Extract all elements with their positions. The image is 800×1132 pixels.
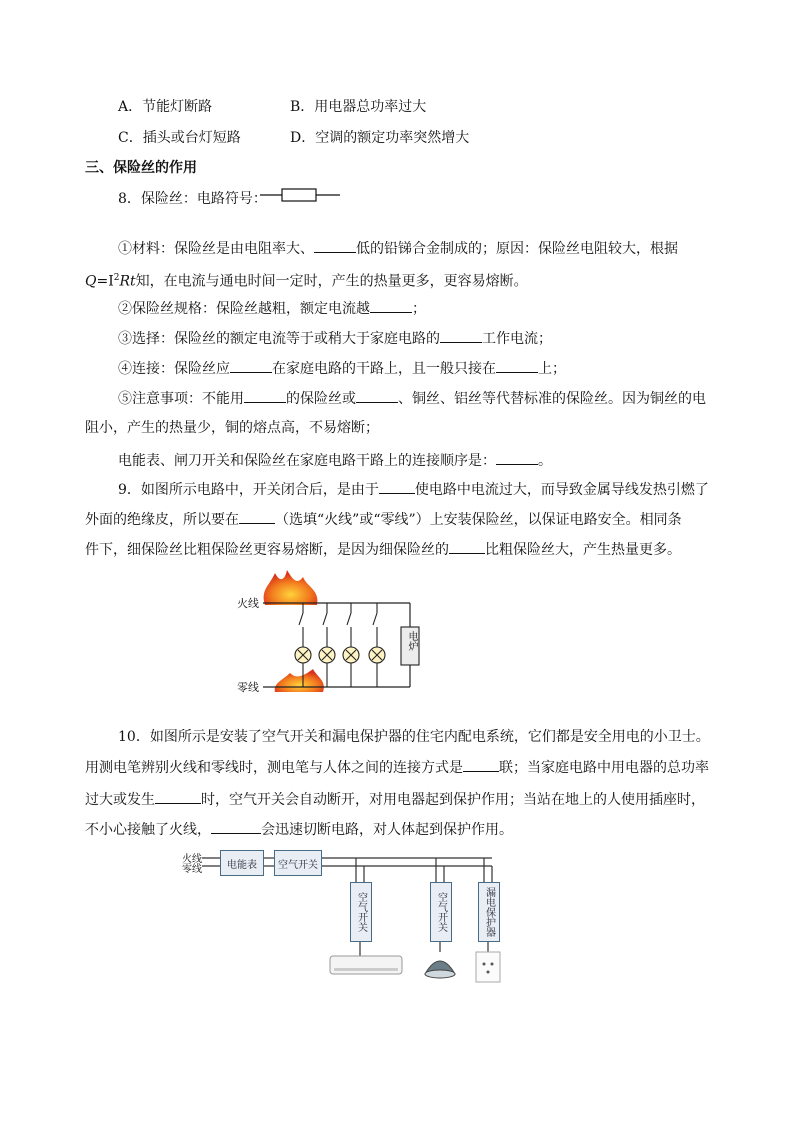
fuse-symbol-icon [260, 186, 340, 204]
live-wire-label: 火线 [182, 854, 202, 865]
branch-air-switch-2: 空气开关 [430, 882, 452, 942]
answer-blank[interactable] [155, 789, 201, 804]
fire-icon [275, 669, 324, 692]
section-heading: 三、保险丝的作用 [85, 160, 197, 176]
q10-line4-b: 会迅速切断电路，对人体起到保护作用。 [261, 822, 513, 838]
q9-line3-b: 比粗保险丝大，产生热量更多。 [485, 542, 681, 558]
option-b: B．用电器总功率过大 [290, 99, 427, 115]
q9-line2-b: （选填“火线”或“零线”）上安装保险丝，以保证电路安全。相同条 [275, 512, 682, 528]
answer-blank[interactable] [449, 539, 485, 554]
q8-line8-b: 。 [538, 453, 552, 469]
socket-icon [476, 952, 500, 982]
q9-line1-b: 使电路中电流过大，而导致金属导线发热引燃了 [414, 482, 709, 498]
branch-air-switch-1: 空气开关 [350, 882, 372, 942]
answer-blank[interactable] [370, 298, 412, 313]
formula-eq: =I [96, 273, 114, 290]
q8-line5 [118, 358, 566, 379]
answer-blank[interactable] [211, 819, 261, 834]
q8-line3-a: ②保险丝规格：保险丝越粗，额定电流越 [118, 301, 370, 317]
q9-line3 [85, 539, 681, 560]
q8-line5-b: 在家庭电路的干路上，且一般只接在 [272, 361, 496, 377]
formula-q: Q [85, 273, 97, 290]
q8-line2 [85, 268, 528, 292]
stove-label: 电炉 [406, 631, 417, 651]
answer-blank[interactable] [356, 388, 398, 403]
q8-line4-b: 工作电流； [482, 331, 552, 347]
formula-rt: Rt [119, 273, 136, 290]
q9-line1-a: 9．如图所示电路中，开关闭合后，是由于 [118, 482, 379, 498]
answer-blank[interactable] [230, 358, 272, 373]
q10-line1: 10．如图所示是安装了空气开关和漏电保护器的住宅内配电系统，它们都是安全用电的小卫士。 [118, 729, 710, 745]
q9-line2 [85, 509, 682, 530]
q10-line4-a: 不小心接触了火线， [85, 822, 211, 838]
answer-blank[interactable] [440, 328, 482, 343]
option-d: D．空调的额定功率突然增大 [290, 130, 470, 146]
q10-line2 [85, 757, 709, 778]
q9-circuit-diagram [235, 565, 425, 695]
q8-line8-a: 电能表、闸刀开关和保险丝在家庭电路干路上的连接顺序是： [118, 453, 496, 469]
q8-line2-rest: 知，在电流与通电时间一定时，产生的热量更多，更容易熔断。 [135, 273, 528, 290]
q10-line3 [85, 789, 705, 810]
q9-line2-a: 外面的绝缘皮，所以要在 [85, 512, 239, 528]
answer-blank[interactable] [496, 450, 538, 465]
q9-line1 [118, 479, 709, 500]
q10-distribution-figure [180, 848, 510, 988]
q10-line3-a: 过大或发生 [85, 792, 155, 808]
answer-blank[interactable] [379, 479, 415, 494]
main-air-switch-box: 空气开关 [274, 850, 322, 876]
q10-line4 [85, 819, 513, 840]
q10-line3-b: 时，空气开关会自动断开，对用电器起到保护作用；当站在地上的人使用插座时， [201, 792, 705, 808]
option-c: C．插头或台灯短路 [118, 130, 241, 146]
q8-line8 [118, 450, 552, 471]
q8-line6-a: ⑤注意事项：不能用 [118, 391, 244, 407]
q8-line3 [118, 298, 426, 319]
q8-line1 [118, 238, 678, 259]
q10-line2-b: 联；当家庭电路中用电器的总功率 [499, 760, 709, 776]
neutral-wire-label: 零线 [237, 681, 259, 694]
answer-blank[interactable] [496, 358, 538, 373]
answer-blank[interactable] [244, 388, 286, 403]
neutral-wire-label: 零线 [182, 864, 202, 875]
q8-line6-b: 的保险丝或 [286, 391, 356, 407]
answer-blank[interactable] [314, 238, 356, 253]
q8-intro [118, 189, 267, 209]
q8-line6 [118, 388, 706, 409]
formula-sup: 2 [113, 273, 120, 283]
q8-line3-b: ； [412, 301, 426, 317]
q8-line7: 阻小，产生的热量少，铜的熔点高，不易熔断； [85, 420, 379, 436]
leakage-protector-box: 漏电保护器 [478, 882, 500, 942]
answer-blank[interactable] [239, 509, 275, 524]
q8-line5-a: ④连接：保险丝应 [118, 361, 230, 377]
q8-line4-a: ③选择：保险丝的额定电流等于或稍大于家庭电路的 [118, 331, 440, 347]
q8-line6-c: 、铜丝、铝丝等代替标准的保险丝。因为铜丝的电 [398, 391, 706, 407]
q8-line1-a: ①材料：保险丝是由电阻率大、 [118, 241, 314, 257]
q9-line3-a: 件下，细保险丝比粗保险丝更容易熔断，是因为细保险丝的 [85, 542, 449, 558]
live-wire-label: 火线 [237, 597, 259, 610]
q10-line2-a: 用测电笔辨别火线和零线时，测电笔与人体之间的连接方式是 [85, 760, 463, 776]
q9-circuit-figure [235, 565, 425, 695]
q8-line1-b: 低的铅锑合金制成的；原因：保险丝电阻较大，根据 [356, 241, 678, 257]
fire-icon [264, 570, 318, 605]
q8-line4 [118, 328, 552, 349]
option-a: A．节能灯断路 [118, 99, 213, 115]
air-conditioner-icon [330, 956, 402, 974]
q8-intro-text: 8．保险丝：电路符号： [118, 191, 267, 207]
electric-meter-box: 电能表 [220, 850, 264, 876]
answer-blank[interactable] [463, 757, 499, 772]
q8-line5-c: 上； [538, 361, 566, 377]
